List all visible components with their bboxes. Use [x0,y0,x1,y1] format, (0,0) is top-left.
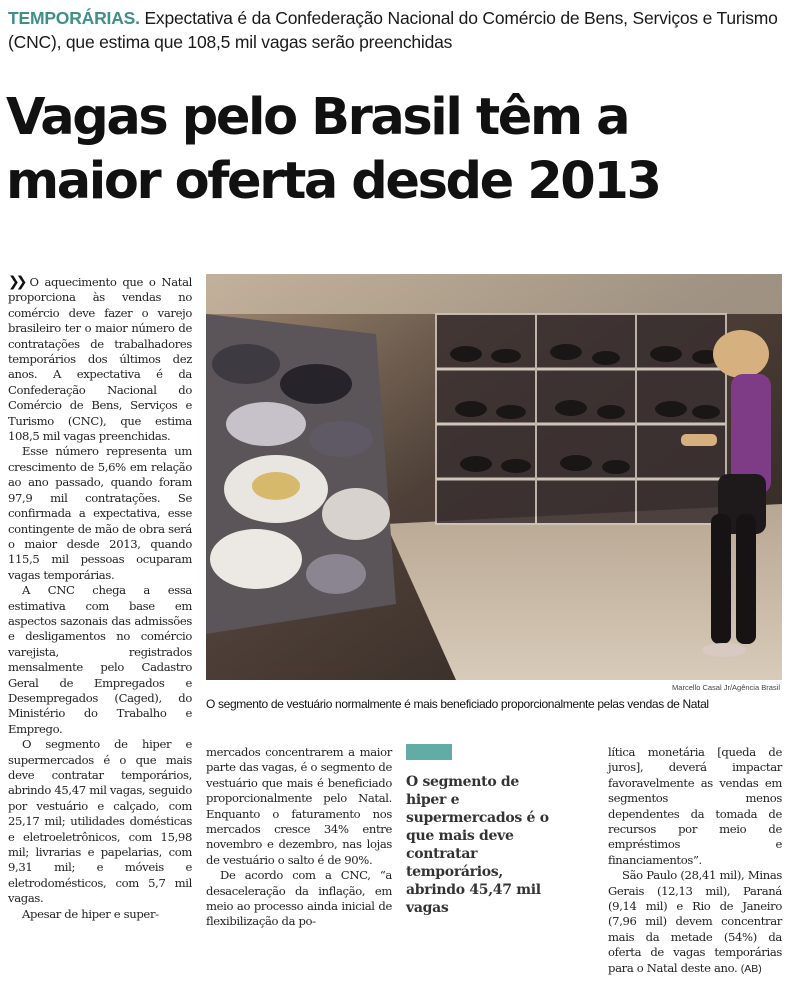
article-paragraph: O segmento de hiper e supermercados é o que mais deve contratar temporários, abrindo 45,47 mil vagas, seguido por vestuário e calçado, com 25,17 mil; utilidades domésticas e eletroeletrônicos, com 15,98 mil; livrarias e papelarias, com 9,31 mil; e móveis e eletrodomésticos, com 5,7 mil vagas. [8,737,192,906]
double-chevron-icon: ❯❯ [8,274,24,290]
article-column-3 [608,745,782,977]
article-column-2 [206,745,392,930]
article-paragraph: Apesar de hiper e super- [22,906,159,921]
paragraph-text: O aquecimento que o Natal proporciona às vendas no comércio deve fazer o varejo brasileiro ter o maior número de contratações de trabalhadores temporários dos últimos dez anos. A expectativa é da Confederação Nacional do Comércio de Bens, Serviços e Turismo (CNC), que estima 108,5 mil vagas preenchidas. [8,275,192,444]
photo-credit: Marcello Casal Jr/Agência Brasil [672,683,780,692]
headline [6,86,786,214]
article-photo [206,274,782,680]
article-paragraph: lítica monetária [queda de juros], deverá impactar favoravelmente as vendas em segmentos menos dependentes da tomada de recursos por meio de empréstimos e financiamentos”. [608,745,782,867]
store-photo-illustration [206,274,782,680]
article-paragraph [608,868,782,977]
pull-quote-bar [406,744,452,760]
pull-quote: O segmento de hiper e supermercados é o que mais deve contratar temporários, abrindo 45,47 mil vagas [406,774,549,916]
author-signature: (AB) [740,962,762,975]
article-column-1 [8,275,192,922]
article-paragraph [8,275,192,444]
article-paragraph: A CNC chega a essa estimativa com base em aspectos sazonais das admissões e desligamentos no comércio varejista, registrados mensalmente pelo Cadastro Geral de Empregados e Desempregados (Caged), do Ministério do Trabalho e Emprego. [8,583,192,736]
article-paragraph: mercados concentrarem a maior parte das vagas, é o segmento de vestuário que mais é beneficiado proporcionalmente pelo Natal. Enquanto o faturamento nos mercados cresce 34% entre novembro e dezembro, nas lojas de vestuário o salto é de 90%. [206,745,392,867]
kicker [8,6,784,54]
headline-line-2: maior oferta desde 2013 [6,152,660,211]
kicker-tag: TEMPORÁRIAS. [8,8,140,28]
article-paragraph: De acordo com a CNC, “a desaceleração da inflação, em meio ao processo ainda inicial de flexibilização da po- [206,868,392,929]
article-paragraph: Esse número representa um crescimento de 5,6% em relação ao ano passado, quando foram 97,9 mil contratações. Se confirmada a expectativa, esse contingente de mão de obra será o maior desde 2013, quando 115,5 mil pessoas ocuparam vagas temporárias. [8,444,192,582]
paragraph-text: São Paulo (28,41 mil), Minas Gerais (12,13 mil), Paraná (9,14 mil) e Rio de Janeiro (7,96 mil) devem concentrar mais da metade (54%) da oferta de vagas temporárias para o Natal deste ano. [608,868,782,975]
headline-line-1: Vagas pelo Brasil têm a [6,88,629,147]
photo-caption: O segmento de vestuário normalmente é mais beneficiado proporcionalmente pelas vendas de Natal [206,697,709,711]
kicker-text: Expectativa é da Confederação Nacional do Comércio de Bens, Serviços e Turismo (CNC), que estima que 108,5 mil vagas serão preenchidas [8,8,778,52]
